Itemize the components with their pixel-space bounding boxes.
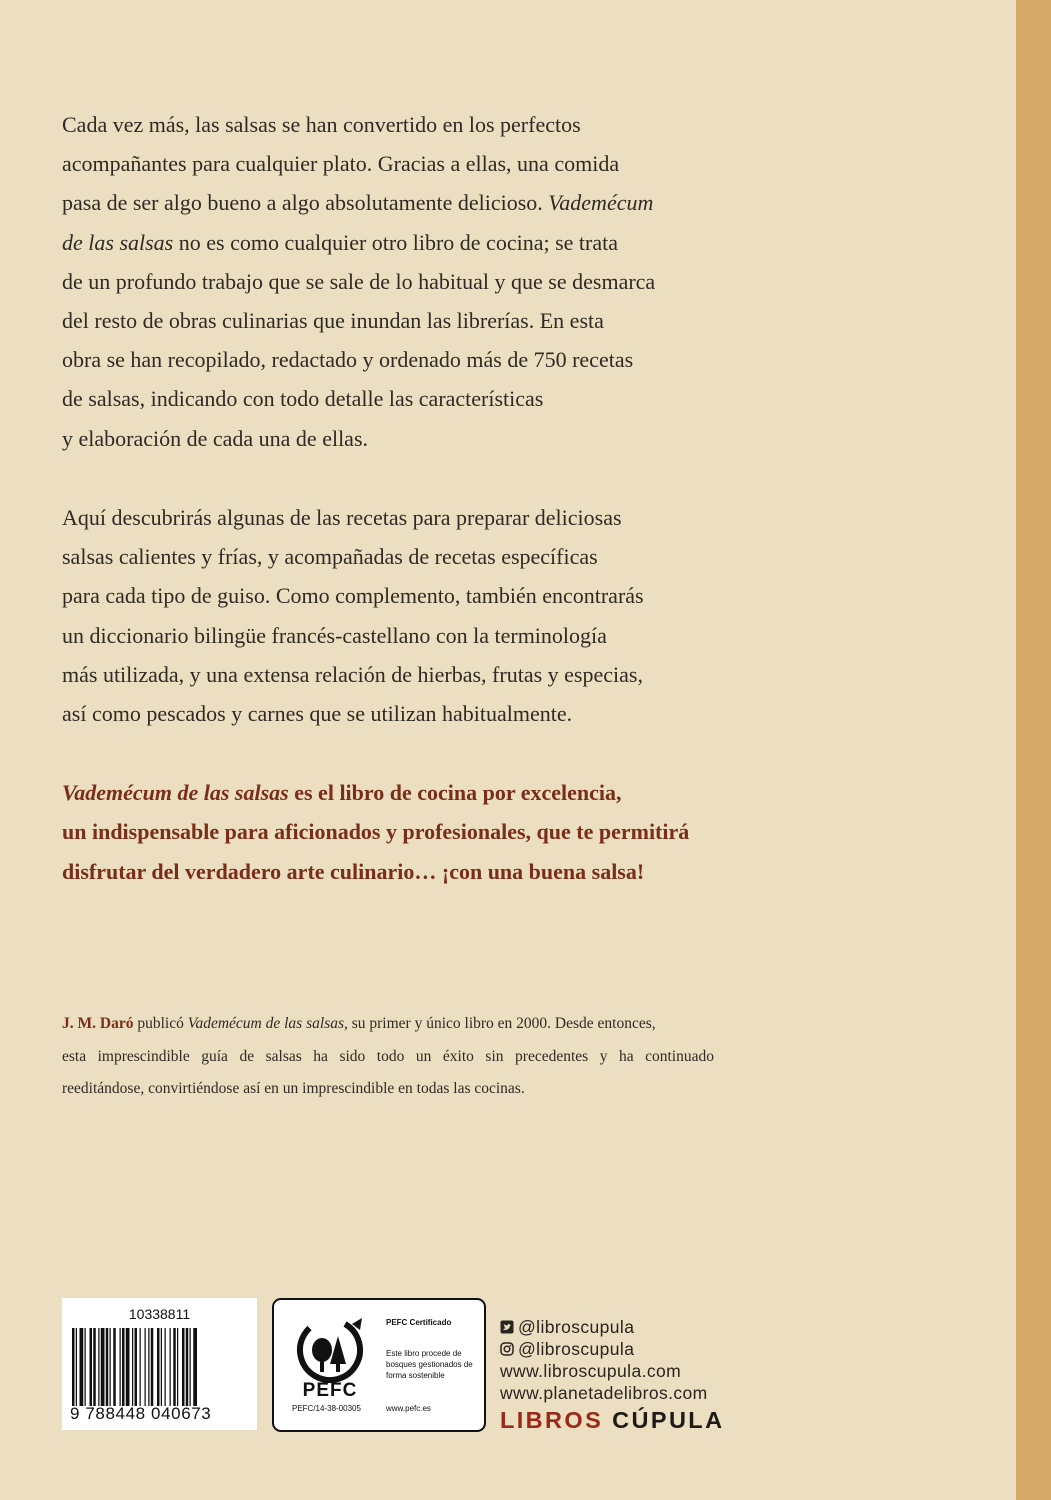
- publisher-word-libros: LIBROS: [500, 1407, 604, 1433]
- text-fragment: , su primer y único libro en 2000. Desde entonces,: [343, 1015, 656, 1032]
- barcode-bar: [85, 1328, 86, 1406]
- pefc-certification: [272, 1298, 486, 1432]
- twitter-handle: @libroscupula: [518, 1317, 635, 1337]
- text-line: [62, 773, 689, 812]
- text-fragment: es el libro de cocina por excelencia,: [294, 780, 622, 805]
- barcode-bar: [101, 1328, 105, 1406]
- text-line: [62, 223, 655, 262]
- text-line: de salsas, indicando con todo detalle las características: [62, 386, 544, 412]
- barcode-bar: [98, 1328, 99, 1406]
- text-line: acompañantes para cualquier plato. Gracias a ellas, una comida: [62, 151, 620, 177]
- publisher-word-cupula: CÚPULA: [612, 1407, 725, 1433]
- barcode-bar: [110, 1328, 111, 1406]
- barcode-bar: [148, 1328, 149, 1406]
- text-fragment: publicó: [137, 1015, 184, 1032]
- barcode-bar: [165, 1328, 166, 1406]
- text-line: [62, 1008, 714, 1041]
- text-fragment: pasa de ser algo bueno a algo absolutamente delicioso.: [62, 190, 543, 216]
- instagram-row[interactable]: [500, 1338, 708, 1360]
- barcode-bar: [177, 1328, 178, 1406]
- publisher-logo: [500, 1407, 724, 1434]
- text-line: Aquí descubrirás algunas de las recetas para preparar deliciosas: [62, 505, 622, 530]
- barcode-bar: [186, 1328, 189, 1406]
- barcode-bar: [132, 1328, 133, 1406]
- book-title-italic: de las salsas: [62, 229, 174, 255]
- barcode-bar: [190, 1328, 191, 1406]
- barcode-bar: [173, 1328, 176, 1406]
- barcode-bar: [72, 1328, 75, 1406]
- text-line: para cada tipo de guiso. Como complemento, también encontrarás: [62, 583, 644, 609]
- barcode-bar: [157, 1328, 160, 1406]
- isbn-number: 9 788448 040673: [70, 1404, 212, 1423]
- book-title-italic: Vademécum de las salsas: [187, 1015, 344, 1032]
- text-line: [62, 183, 655, 222]
- pefc-certified-label: PEFC Certificado: [386, 1318, 452, 1327]
- website-link[interactable]: www.planetadelibros.com: [500, 1383, 708, 1403]
- barcode-bar: [80, 1328, 84, 1406]
- text-line: Cada vez más, las salsas se han convertido en los perfectos: [62, 112, 581, 137]
- text-line: y elaboración de cada una de ellas.: [62, 425, 369, 451]
- text-fragment: no es como cualquier otro libro de cocina; se trata: [178, 229, 618, 255]
- text-line: de un profundo trabajo que se sale de lo habitual y que se desmarca: [62, 268, 656, 294]
- barcode-bars: [72, 1328, 247, 1406]
- publisher-contacts: [500, 1316, 708, 1404]
- barcode-bar: [122, 1328, 125, 1406]
- author-name: J. M. Daró: [62, 1015, 134, 1032]
- website-link[interactable]: www.libroscupula.com: [500, 1361, 682, 1381]
- pefc-url: www.pefc.es: [386, 1404, 431, 1413]
- pefc-logo-word: PEFC: [302, 1380, 358, 1401]
- twitter-row[interactable]: [500, 1316, 708, 1338]
- text-line: un indispensable para aficionados y profesionales, que te permitirá: [62, 819, 690, 845]
- text-line: más utilizada, y una extensa relación de hierbas, frutas y especias,: [62, 661, 643, 687]
- text-line: disfrutar del verdadero arte culinario… ¡con una buena salsa!: [62, 858, 645, 884]
- barcode-bar: [170, 1328, 171, 1406]
- barcode-bar: [182, 1328, 185, 1406]
- barcode-bar: [140, 1328, 141, 1406]
- text-line: así como pescados y carnes que se utilizan habitualmente.: [62, 701, 573, 727]
- pefc-code: PEFC/14-38-00305: [292, 1404, 361, 1413]
- barcode-bar: [90, 1328, 93, 1406]
- barcode-bar: [106, 1328, 109, 1406]
- text-line: del resto de obras culinarias que inundan las librerías. En esta: [62, 308, 604, 334]
- barcode-bar: [135, 1328, 138, 1406]
- twitter-icon: [500, 1320, 514, 1334]
- book-spine: [1016, 0, 1051, 1500]
- barcode-bar: [126, 1328, 130, 1406]
- isbn-barcode: [62, 1298, 257, 1430]
- text-line: obra se han recopilado, redactado y ordenado más de 750 recetas: [62, 347, 634, 373]
- instagram-handle: @libroscupula: [518, 1339, 635, 1359]
- pefc-description: Este libro procede de bosques gestionados de forma sostenible: [386, 1349, 473, 1380]
- barcode-bar: [76, 1328, 77, 1406]
- barcode-bar: [145, 1328, 146, 1406]
- text-line: salsas calientes y frías, y acompañadas de recetas específicas: [62, 544, 598, 570]
- instagram-icon: [500, 1342, 514, 1356]
- barcode-bar: [120, 1328, 121, 1406]
- book-title-italic: Vademécum: [548, 190, 654, 216]
- description-paragraph-1: [62, 105, 655, 458]
- barcode-bar: [151, 1328, 154, 1406]
- book-title-italic: Vademécum de las salsas: [62, 780, 289, 805]
- barcode-bar: [93, 1328, 96, 1406]
- barcode-bar: [193, 1328, 197, 1406]
- barcode-bar: [161, 1328, 162, 1406]
- text-line: esta imprescindible guía de salsas ha sido todo un éxito sin precedentes y ha continuado: [62, 1047, 714, 1065]
- highlight-paragraph: [62, 773, 689, 891]
- text-line: reeditándose, convirtiéndose así en un imprescindible en todas las cocinas.: [62, 1080, 525, 1097]
- author-bio: [62, 1008, 714, 1106]
- text-line: un diccionario bilingüe francés-castellano con la terminología: [62, 622, 607, 648]
- barcode-bar: [113, 1328, 116, 1406]
- barcode-code: 10338811: [128, 1306, 191, 1322]
- description-paragraph-2: [62, 498, 644, 733]
